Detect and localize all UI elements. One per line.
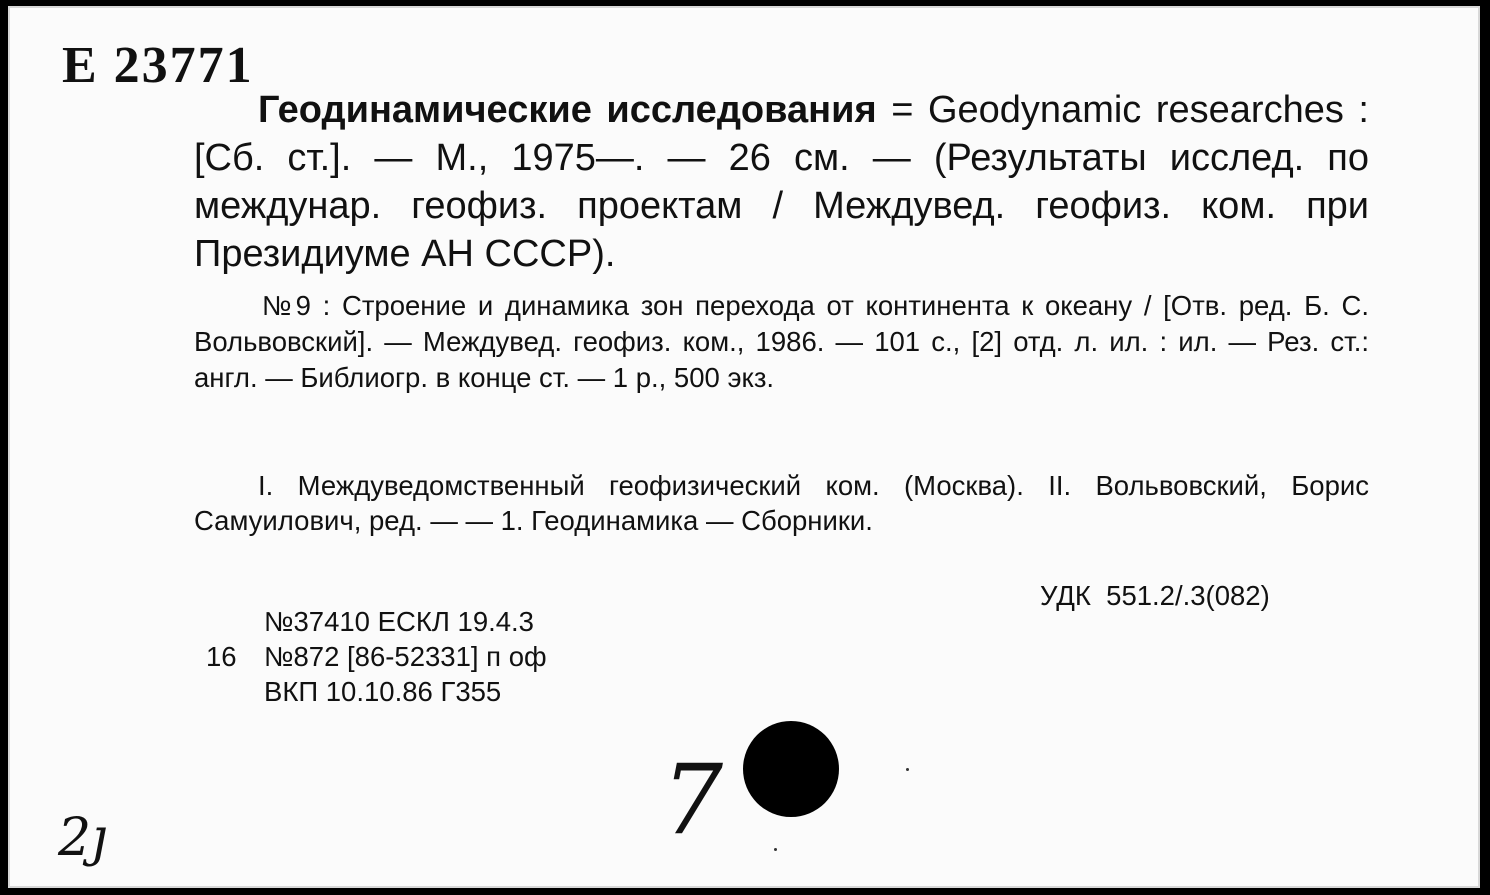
udk-classification: УДК 551.2/.3(082) [1040,580,1270,611]
handwritten-mark-left: 2ȷ [58,808,108,868]
handwritten-number-seven: 7 [662,744,724,856]
code-line-1: №37410 ЕСКЛ 19.4.3 [264,606,534,637]
code-line-2-lead: 16 [206,641,237,672]
main-entry-description: = Geodynamic researches : [Сб. ст.]. — М., 1975—. — 26 см. — (Результаты исслед. по междунар. геофиз. проектам / Междувед. геофиз. ком. при Президиуме АН СССР). [194,89,1369,275]
card-serial-number: Е 23771 [62,37,254,94]
code-line-3: ВКП 10.10.86 Г355 [264,676,502,707]
main-entry [194,86,1369,278]
issue-description: №9 : Строение и динамика зон перехода от континента к океану / [Отв. ред. Б. С. Вольвовский]. — Междувед. геофиз. ком., 1986. — 101 с., [2] отд. л. ил. : ил. — Рез. ст.: англ. — Библиогр. в конце ст. — 1 р., 500 экз. [194,290,1369,393]
printing-codes [206,604,547,709]
catalog-card [8,6,1480,888]
main-entry-paragraph [194,86,1369,278]
main-title: Геодинамические исследования [258,89,877,131]
ink-speck [774,848,777,851]
code-line-2: 16 №872 [86-52331] п оф [206,641,547,672]
tracings [194,468,1369,538]
issue-entry [194,288,1369,396]
punch-hole [743,721,839,817]
ink-speck [906,768,909,771]
tracings-text: I. Междуведомственный геофизический ком. (Москва). II. Вольвовский, Борис Самуилович, ред. — — 1. Геодинамика — Сборники. [194,470,1369,536]
